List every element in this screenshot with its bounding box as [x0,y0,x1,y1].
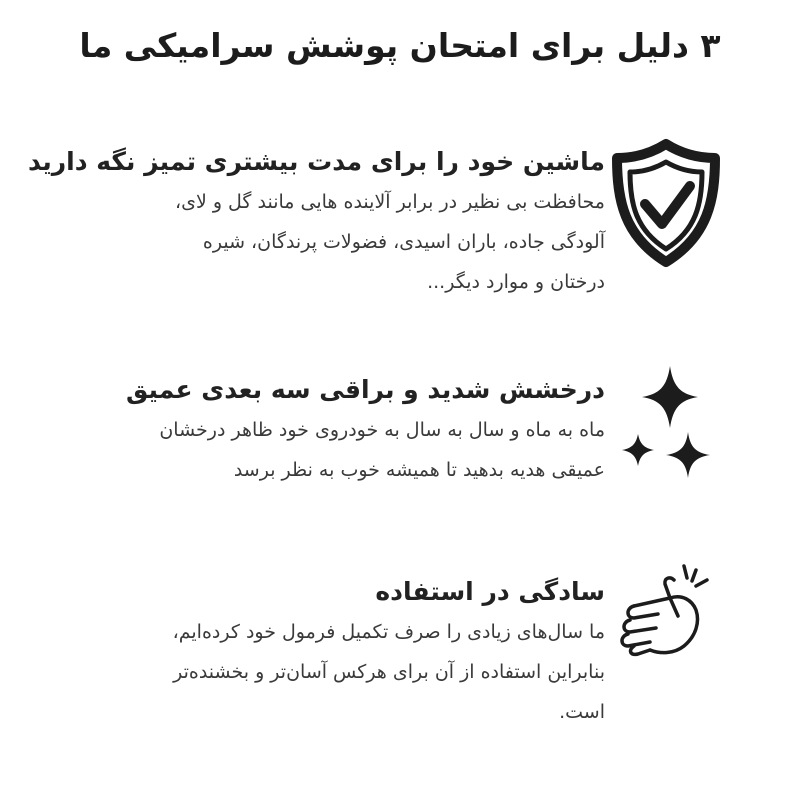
feature-description-line: عمیقی هدیه بدهید تا همیشه خوب به نظر برسد [233,459,605,481]
feature-description-line: آلودگی جاده، باران اسیدی، فضولات پرندگان، شیره [202,231,605,253]
feature-description [25,182,605,302]
feature-clean-longer [25,142,605,302]
feature-description-line: محافظت بی نظیر در برابر آلاینده هایی مانند گل و لای، [174,191,605,213]
feature-description [25,612,605,732]
feature-description-line: ما سال‌های زیادی را صرف تکمیل فرمول خود کرده‌ایم، [172,621,605,643]
feature-title: درخشش شدید و براقی سه بعدی عمیق [126,375,605,404]
feature-title: ماشین خود را برای مدت بیشتری تمیز نگه دارید [27,147,605,176]
feature-description [25,410,605,490]
feature-description-line: ماه به ماه و سال به سال به خودروی خود ظاهر درخشان [159,419,605,441]
feature-description-line: درختان و موارد دیگر... [427,271,605,293]
feature-description-line: بنابراین استفاده از آن برای هرکس آسان‌تر و بخشنده‌تر [173,661,605,683]
page-title: ۳ دلیل برای امتحان پوشش سرامیکی ما [79,26,721,65]
snap-hand-icon [612,558,716,658]
sparkles-icon [620,362,716,492]
shield-check-icon [612,138,720,268]
feature-description-line: است. [559,701,605,723]
feature-title: سادگی در استفاده [375,577,605,606]
feature-easy-use [25,572,605,732]
feature-deep-shine [25,370,605,490]
